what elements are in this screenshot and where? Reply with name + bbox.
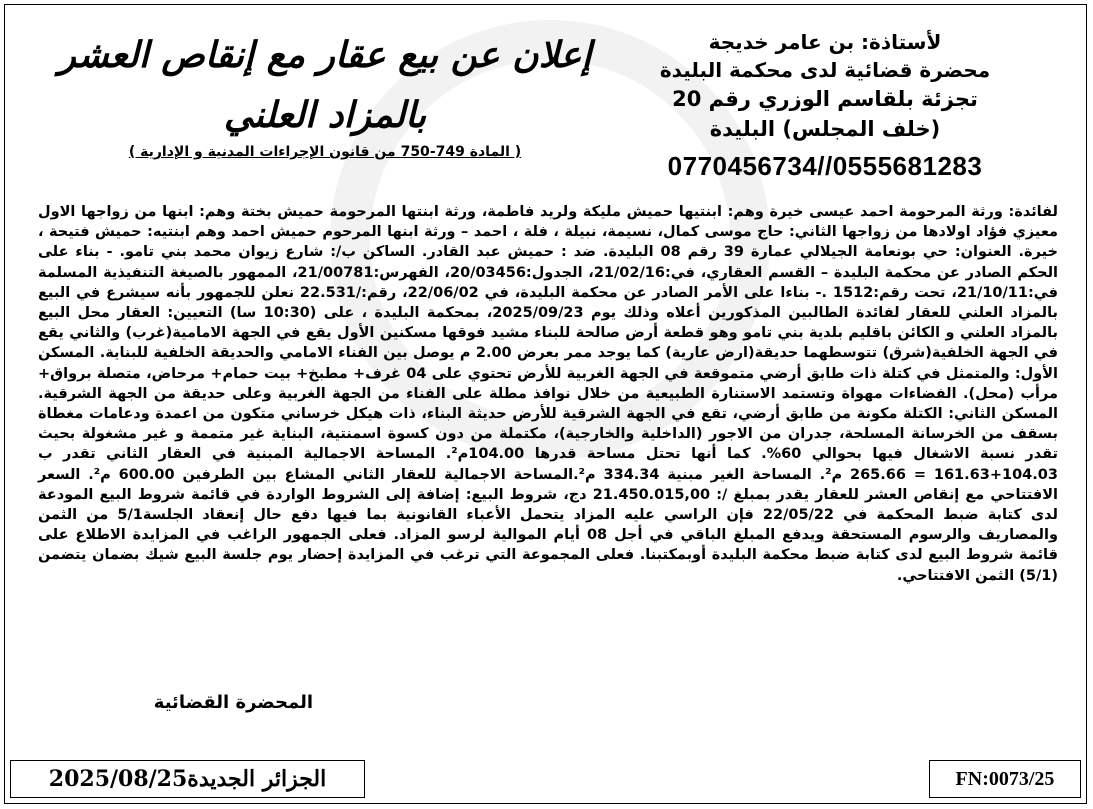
lawyer-name: لأستاذة: بن عامر خديجة [708,30,942,54]
notice-body [38,202,1058,586]
notice-subtitle: بالمزاد العلني [223,94,427,136]
address-line-2: (خلف المجلس) البليدة [709,117,941,141]
signature-text: المحضرة القضائية [153,692,313,713]
notice-title-block [30,30,620,160]
phone-numbers: 0770456734//0555681283 [667,151,983,181]
address-line-1: تجزئة بلقاسم الوزري رقم 20 [672,87,978,111]
legal-reference: ( المادة 749-750 من قانون الإجراءات المدنية و الإدارية ) [128,144,522,160]
publication-box: الجزائر الجديدة2025/08/25 [10,760,365,798]
body-paragraph: لفائدة: ورثة المرحومة احمد عيسى خيرة وهم: ابنتيها حميش مليكة ولريد فاطمة، ورثة ابنتها المرحومة حميش بختة وهم: ابنها من زواجها الاول معيزي فؤاد اولادها من زواجها الثاني: حاج موسى كمال، نسيمة، نبيلة ، فلة ، احمد – ورثة ابنها المرحوم حميش احمد وهم ابنتيه: حميش فتيحة ، خيرة. العنوان: حي بونعامة الجيلالي عمارة 39 رقم 08 البليدة. ضد : حميش عبد القادر. الساكن ب/: شارع زيوان محمد بني تامو. - بناء على الحكم الصادر عن محكمة البليدة – القسم العقاري، في:21/02/16، الجدول:20/03456، الفهرس:21/00781، الممهور بالصيغة التنفيذية المسلمة في:21/10/11، تحت رقم:1512 .- بناءا على الأمر الصادر عن محكمة البليدة، في 22/06/02، رقم:/22.531 نعلن للجمهور بأنه سيشرع في البيع بالمزاد العلني للعقار لفائدة الطالبين المذكورين أعلاه وذلك يوم 2025/09/23، بمحكمة البليدة ، على (10:30 سا) التعيين: العقار محل البيع بالمزاد العلني و الكائن باقليم بلدية بني تامو وهو قطعة أرض صالحة للبناء مشيد فوقها مسكنين الأول يقع في الجهة الامامية(غرب) والثاني يقع في الجهة الخلفية(شرق) تتوسطهما حديقة(ارض عارية) كما يوجد ممر بعرض 2.00 م يوصل بين الفناء الامامي والحديقة الخلفية للبناية. المسكن الأول: والمتمثل في كتلة ذات طابق أرضي متموقعة في الجهة الغربية للأرض تحتوي على 04 غرف+ مطبخ+ بيت حمام+ مرحاض، متصلة برواق+ مرأب (محل). الفضاءات مهواة وتستمد الاستنارة الطبيعية من خلال نوافذ مطلة على الفناء من الجهة الغربية وعلى حديقة من الجهة الشرقية. المسكن الثاني: الكتلة مكونة من طابق أرضي، تقع في الجهة الشرقية للأرض حديثة البناء، ذات هيكل خرساني متكون من اعمدة ودعامات مغطاة بسقف من الخرسانة المسلحة، جدران من الاجور (الداخلية والخارجية)، مكتملة من دون كسوة اسمنتية، البناية غير متممة و غير مشغولة بحيث تقدر نسبة الاشغال فيها بحوالي 60%. كما أنها تحتل مساحة قدرها 104.00م². المساحة الاجمالية المبنية في العقار الثاني تقدر ب 104.03+161.63 = 265.66 م². المساحة الغير مبنية 334.34 م².المساحة الاجمالية للعقار الثاني المشاع بين الطرفين 600.00 م². السعر الافتتاحي مع إنقاص العشر للعقار يقدر بمبلغ /: 21.450.015,00 دج، شروط البيع: إضافة إلى الشروط الواردة في قائمة شروط البيع المودعة لدى كتابة ضبط المحكمة في 22/05/22 فإن الراسي عليه المزاد يتحمل الأعباء القانونية بما فيها دفع حال إنعقاد الجلسة5/1 من الثمن والمصاريف والرسوم المستحقة ويدفع المبلغ الباقي في أجل 08 أيام الموالية لرسو المزاد. فعلى الجمهور الراغب في المزايدة الاطلاع على قائمة شروط البيع لدى كتابة ضبط محكمة البليدة أوبمكتبنا. فعلى المجموعة التي ترغب في المزايدة إحضار يوم جلسة البيع شيك بضمان يتضمن (5/1) الثمن الافتتاحي. [38,204,1059,584]
notice-title: إعلان عن بيع عقار مع إنقاص العشر [58,34,592,76]
bailiff-header [605,28,1045,184]
fn-reference-box: FN:0073/25 [929,760,1081,798]
office-name: محضرة قضائية لدى محكمة البليدة [659,58,991,82]
